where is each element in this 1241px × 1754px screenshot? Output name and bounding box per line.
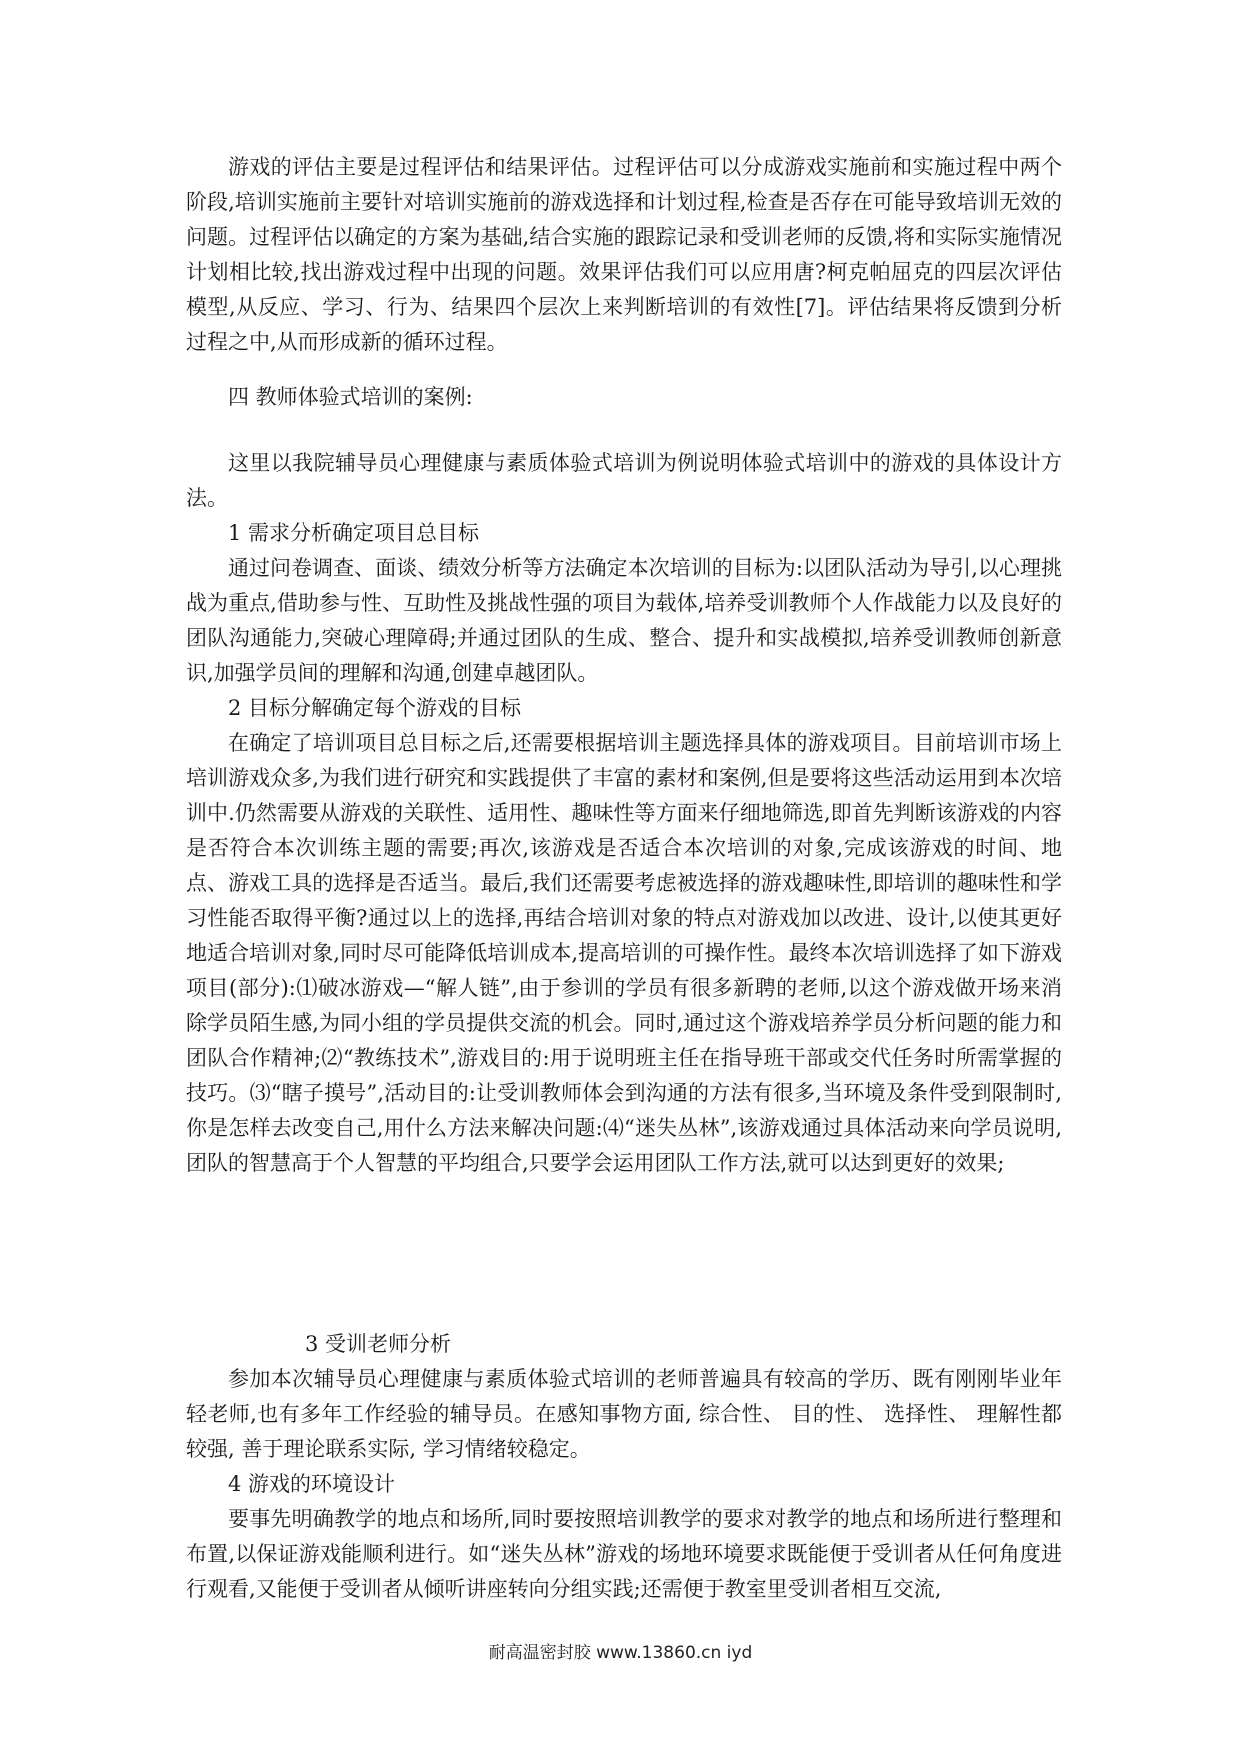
page-footer: 耐高温密封胶 www.13860.cn iyd — [488, 1643, 753, 1663]
case-heading-block — [186, 380, 1062, 415]
evaluation-paragraph: 游戏的评估主要是过程评估和结果评估。过程评估可以分成游戏实施前和实施过程中两个阶段,培训实施前主要针对培训实施前的游戏选择和计划过程,检查是否存在可能导致培训无效的问题。过程评估以确定的方案为基础,结合实施的跟踪记录和受训老师的反馈,将和实际实施情况计划相比较,找出游戏过程中出现的问题。效果评估我们可以应用唐?柯克帕屈克的四层次评估模型,从反应、学习、行为、结果四个层次上来判断培训的有效性[7]。评估结果将反馈到分析过程之中,从而形成新的循环过程。 — [186, 155, 1062, 354]
trainee-section — [186, 1362, 1062, 1607]
case-section — [186, 446, 1062, 1181]
subsection-4-paragraph: 要事先明确教学的地点和场所,同时要按照培训教学的要求对教学的地点和场所进行整理和布置,以保证游戏能顺利进行。如“迷失丛林”游戏的场地环境要求既能便于受训者从任何角度进行观看,又能便于受训者从倾听讲座转向分组实践;还需便于教室里受训者相互交流, — [186, 1507, 1062, 1601]
subsection-3-heading: 3 受训老师分析 — [305, 1332, 452, 1356]
subsection-1-heading: 1 需求分析确定项目总目标 — [228, 521, 480, 545]
subsection-4-heading: 4 游戏的环境设计 — [228, 1472, 396, 1496]
section-four-heading: 四 教师体验式培训的案例: — [228, 385, 473, 409]
evaluation-section — [186, 150, 1062, 360]
subsection-3-paragraph: 参加本次辅导员心理健康与素质体验式培训的老师普遍具有较高的学历、既有刚刚毕业年轻老师,也有多年工作经验的辅导员。在感知事物方面, 综合性、 目的性、 选择性、 理解性都较强, 善于理论联系实际, 学习情绪较稳定。 — [186, 1367, 1062, 1461]
subsection-1-paragraph: 通过问卷调查、面谈、绩效分析等方法确定本次培训的目标为:以团队活动为导引,以心理挑战为重点,借助参与性、互助性及挑战性强的项目为载体,培养受训教师个人作战能力以及良好的团队沟通能力,突破心理障碍;并通过团队的生成、整合、提升和实战模拟,培养受训教师创新意识,加强学员间的理解和沟通,创建卓越团队。 — [186, 556, 1062, 685]
subsection-2-paragraph: 在确定了培训项目总目标之后,还需要根据培训主题选择具体的游戏项目。目前培训市场上培训游戏众多,为我们进行研究和实践提供了丰富的素材和案例,但是要将这些活动运用到本次培训中.仍然需要从游戏的关联性、适用性、趣味性等方面来仔细地筛选,即首先判断该游戏的内容是否符合本次训练主题的需要;再次,该游戏是否适合本次培训的对象,完成该游戏的时间、地点、游戏工具的选择是否适当。最后,我们还需要考虑被选择的游戏趣味性,即培训的趣味性和学习性能否取得平衡?通过以上的选择,再结合培训对象的特点对游戏加以改进、设计,以使其更好地适合培训对象,同时尽可能降低培训成本,提高培训的可操作性。最终本次培训选择了如下游戏项目(部分):⑴破冰游戏—“解人链”,由于参训的学员有很多新聘的老师,以这个游戏做开场来消除学员陌生感,为同小组的学员提供交流的机会。同时,通过这个游戏培养学员分析问题的能力和团队合作精神;⑵“教练技术”,游戏目的:用于说明班主任在指导班干部或交代任务时所需掌握的技巧。⑶“瞎子摸号”,活动目的:让受训教师体会到沟通的方法有很多,当环境及条件受到限制时,你是怎样去改变自己,用什么方法来解决问题:⑷“迷失丛林”,该游戏通过具体活动来向学员说明,团队的智慧高于个人智慧的平均组合,只要学会运用团队工作方法,就可以达到更好的效果; — [186, 731, 1062, 1175]
case-intro-paragraph: 这里以我院辅导员心理健康与素质体验式培训为例说明体验式培训中的游戏的具体设计方法。 — [186, 451, 1062, 510]
subsection-2-heading: 2 目标分解确定每个游戏的目标 — [228, 696, 522, 720]
